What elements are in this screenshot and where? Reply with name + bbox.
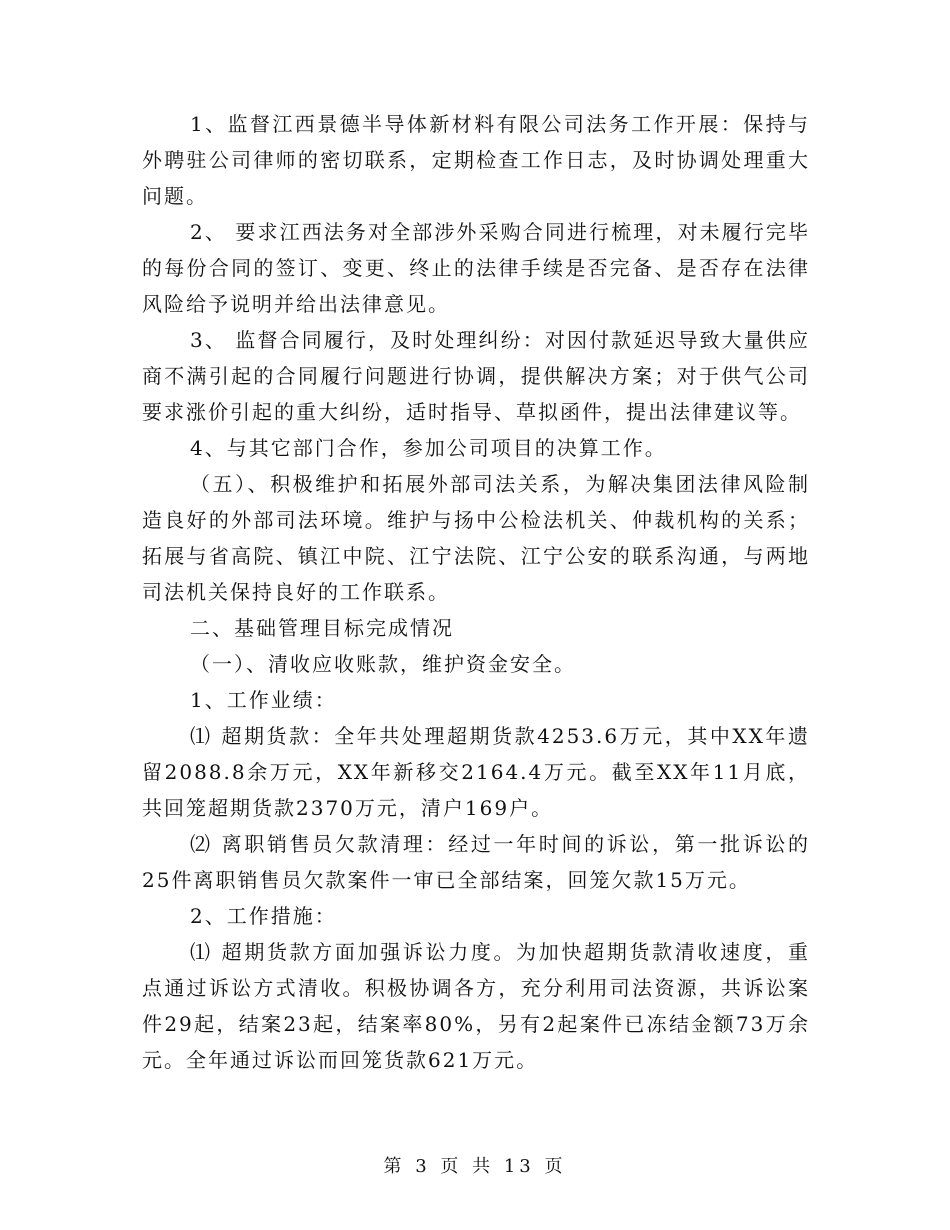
paragraph: ⑴ 超期货款方面加强诉讼力度。为加快超期货款清收速度，重点通过诉讼方式清收。积极协调各方，充分利用司法资源，共诉讼案件29起，结案23起，结案率80%，另有2起案件已冻结金额73万余元。全年通过诉讼而回笼货款621万元。 (142, 940, 810, 1072)
paragraph: （五）、积极维护和拓展外部司法关系，为解决集团法律风险制造良好的外部司法环境。维护与扬中公检法机关、仲裁机构的关系；拓展与省高院、镇江中院、江宁法院、江宁公安的联系沟通，与两地司法机关保持良好的工作联系。 (142, 472, 810, 604)
paragraph: 4、与其它部门合作，参加公司项目的决算工作。 (190, 436, 667, 460)
subsection-heading: （一）、清收应收账款，维护资金安全。 (190, 652, 576, 676)
paragraph: ⑴ 超期货款：全年共处理超期货款4253.6万元，其中XX年遗留2088.8余万元，XX年新移交2164.4万元。截至XX年11月底，共回笼超期货款2370万元，清户169户。 (142, 724, 810, 820)
paragraph: 1、监督江西景德半导体新材料有限公司法务工作开展：保持与外聘驻公司律师的密切联系，定期检查工作日志，及时协调处理重大问题。 (142, 112, 810, 208)
page-number-footer: 第 3 页 共 13 页 (383, 1156, 567, 1177)
paragraph: 3、 监督合同履行，及时处理纠纷：对因付款延迟导致大量供应商不满引起的合同履行问题进行协调，提供解决方案；对于供气公司要求涨价引起的重大纠纷，适时指导、草拟函件，提出法律建议等。 (142, 328, 810, 424)
paragraph: 2、 要求江西法务对全部涉外采购合同进行梳理，对未履行完毕的每份合同的签订、变更、终止的法律手续是否完备、是否存在法律风险给予说明并给出法律意见。 (142, 220, 810, 316)
item-heading: 1、工作业绩： (190, 688, 337, 712)
paragraph: ⑵ 离职销售员欠款清理：经过一年时间的诉讼，第一批诉讼的25件离职销售员欠款案件一审已全部结案，回笼欠款15万元。 (142, 832, 810, 892)
section-heading: 二、基础管理目标完成情况 (190, 616, 454, 640)
item-heading: 2、工作措施： (190, 904, 337, 928)
document-body (142, 106, 810, 1078)
